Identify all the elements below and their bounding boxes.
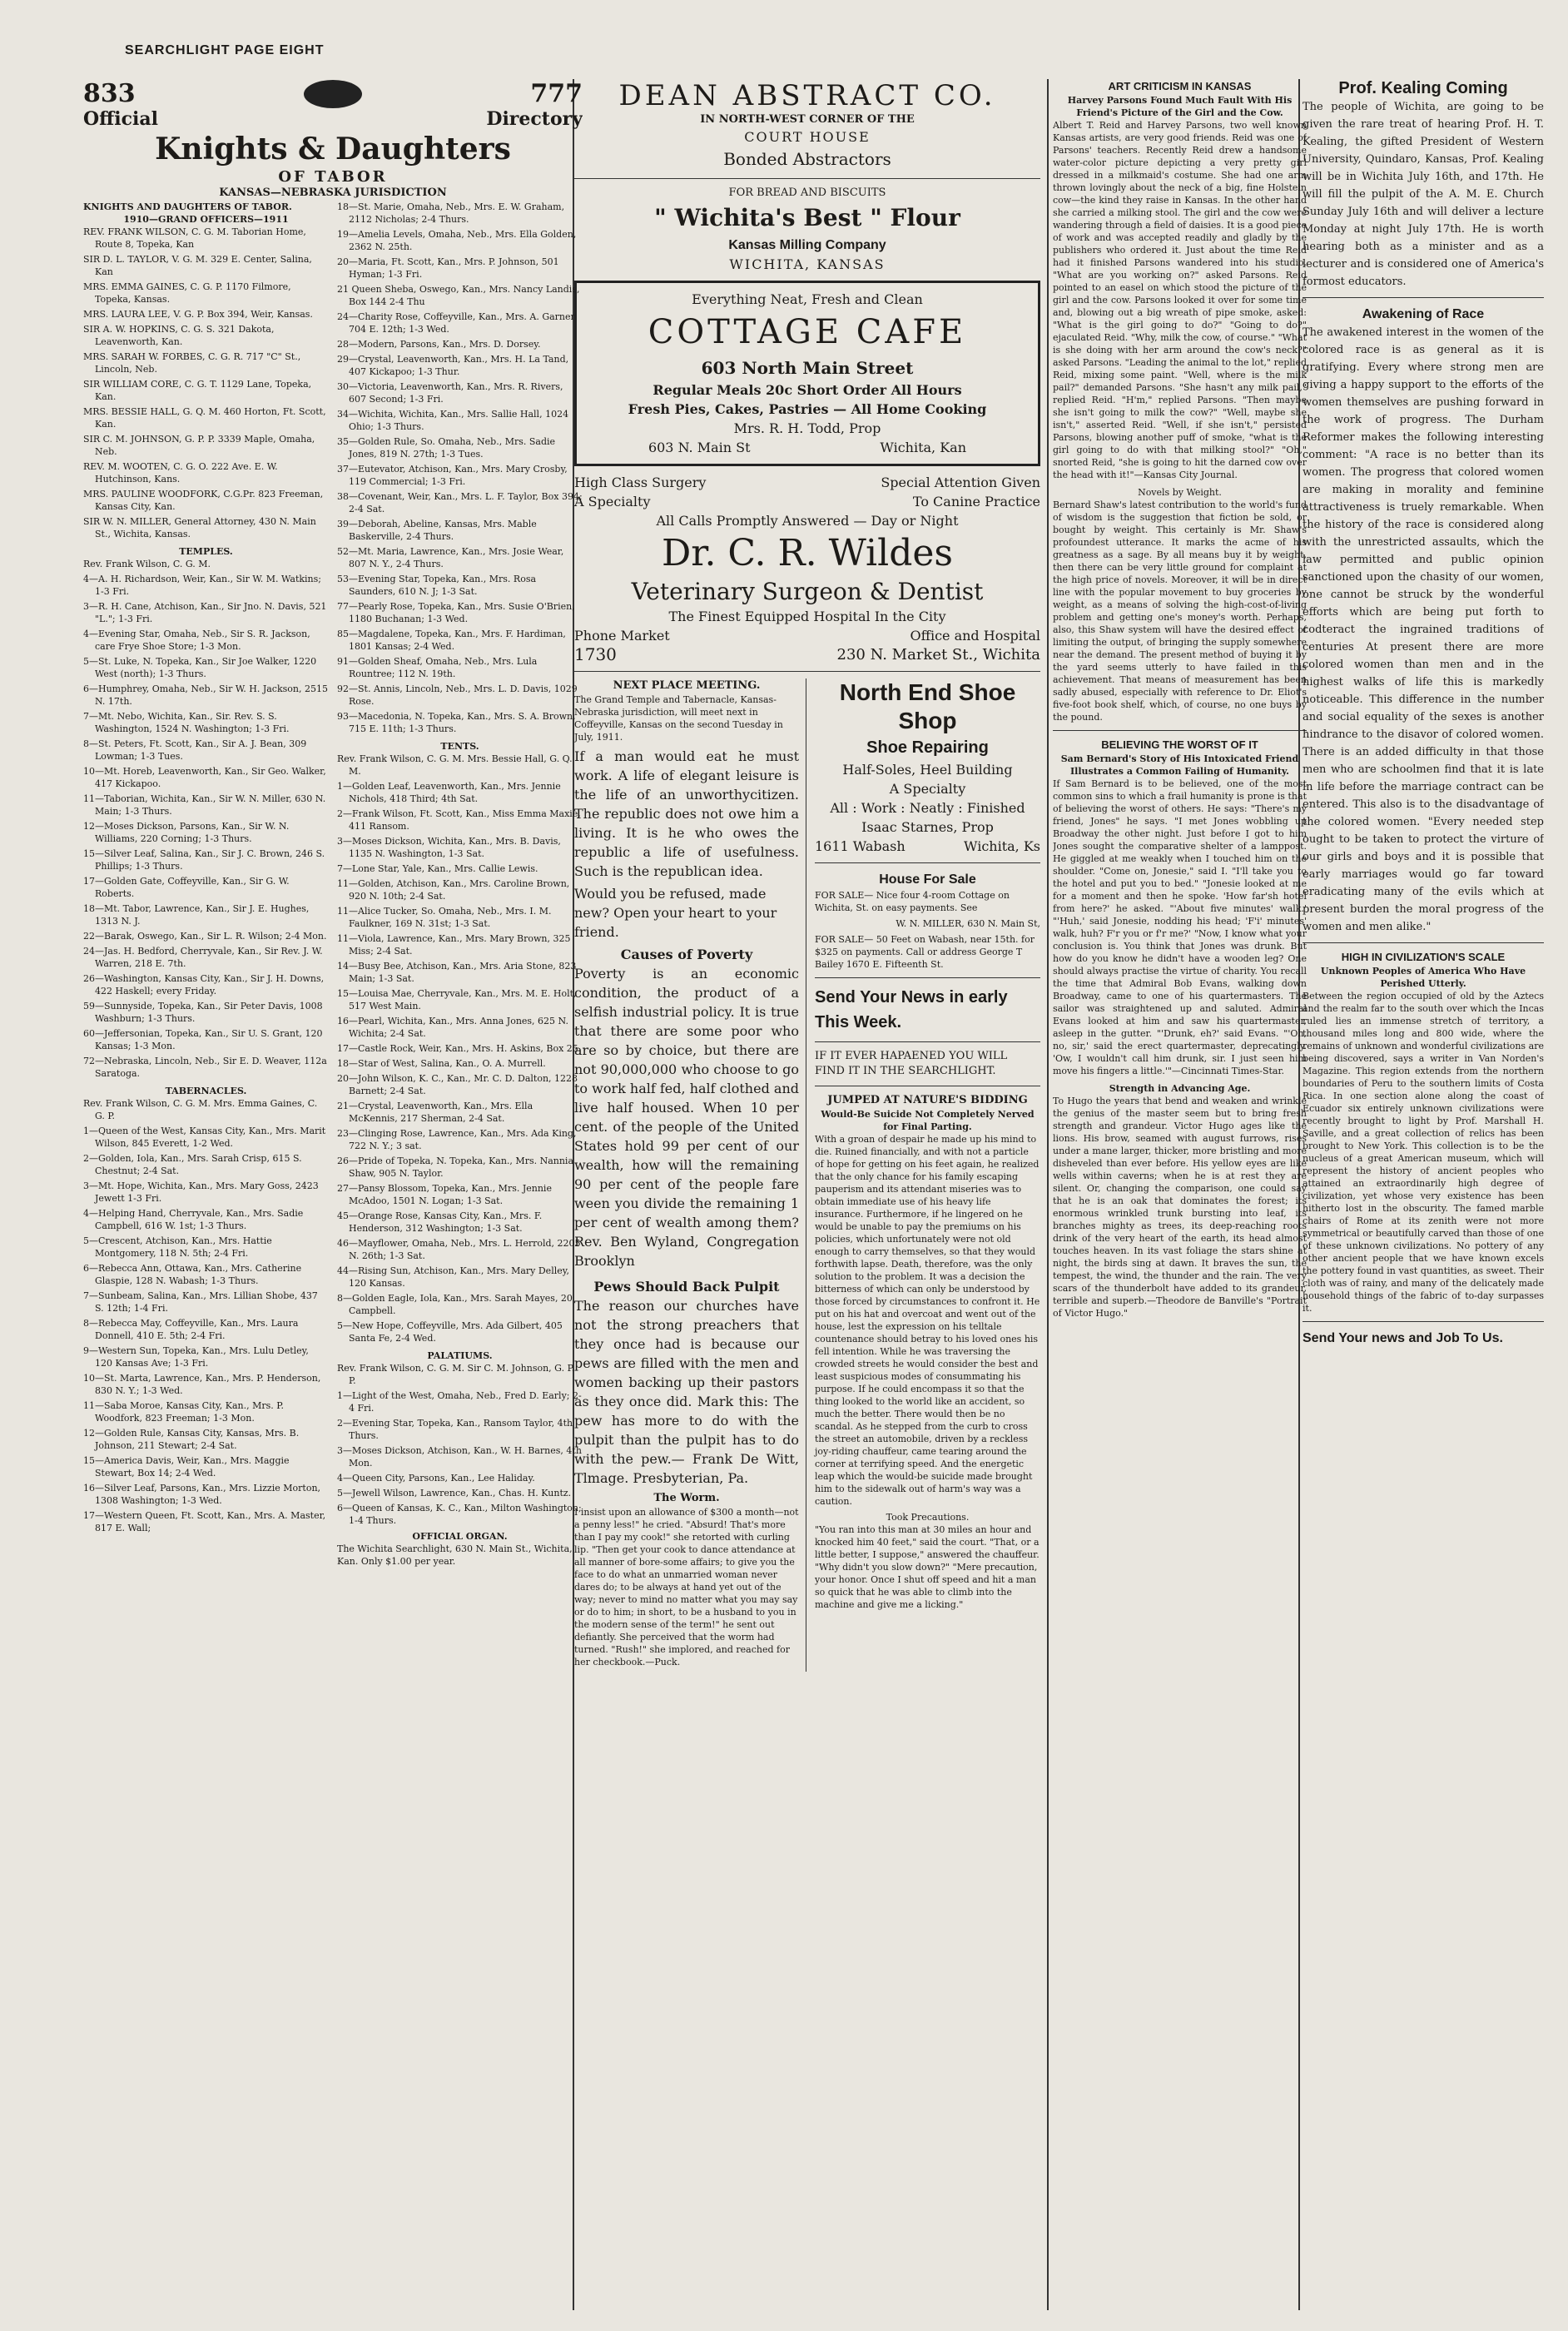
shoe-ad-l2: A Specialty xyxy=(889,781,966,797)
temple-entry: 10—Mt. Horeb, Leavenworth, Kan., Sir Geo. Walker, 417 Kickapoo. xyxy=(83,766,326,789)
art-heading: ART CRITICISM IN KANSAS xyxy=(1108,80,1252,92)
palatium-entry: 6—Queen of Kansas, K. C., Kan., Milton Washington; 1-4 Thurs. xyxy=(337,1503,582,1526)
awake-heading: Awakening of Race xyxy=(1362,307,1485,321)
temple-entry: 3—R. H. Cane, Atchison, Kan., Sir Jno. N. Davis, 521 "L."; 1-3 Fri. xyxy=(83,601,327,624)
worst-sub: Sam Bernard's Story of His Intoxicated Friend Illustrates a Common Failing of Humanity. xyxy=(1060,753,1299,777)
tabernacle-entry: 17—Western Queen, Ft. Scott, Kan., Mrs. A. Master, 817 E. Wall; xyxy=(83,1510,326,1533)
vet-ad-phone-label: Phone Market xyxy=(574,628,670,644)
tabernacle-entry: 30—Victoria, Leavenworth, Kan., Mrs. R. Rivers, 607 Second; 1-3 Fri. xyxy=(337,381,563,405)
tabernacle-entry: 2—Golden, Iola, Kan., Mrs. Sarah Crisp, 615 S. Chestnut; 2-4 Sat. xyxy=(83,1153,302,1176)
temple-entry: 59—Sunnyside, Topeka, Kan., Sir Peter Davis, 1008 Washburn; 1-3 Thurs. xyxy=(83,1001,323,1024)
flour-ad-tag: FOR BREAD AND BISCUITS xyxy=(728,186,886,199)
strength-text: To Hugo the years that bend and weaken and wrinkle the genius of the master seem but to bring fresh strength and grandeur. Victor Hugo ages like the lions. His brow, seamed with august furrows, rises under a mane larger, thicker, more bristling and more disheveled than ever before. His yellow eyes are like wells within caverns; when he is at rest they are silent. Or, changing the comparison, one could say that he is an oak that dominates the forest; its enormous wrinkled trunk bursting into leaf, its branches mighty as trees, its deep-reaching roots drink of the very heart of the earth, its head almost touches heaven. In its vast foliage the stars shine at night, the birds sing at dawn. It braves the sun, the tempest, the wind, the thunder and the rain. The very scars of the thunderbolt have added to its grandeur, terrible and superb.—Theodore de Banville's "Portrait of Victor Hugo." xyxy=(1053,1096,1307,1319)
directory-sub: KNIGHTS AND DAUGHTERS OF TABOR. xyxy=(83,201,292,212)
house-text-a: FOR SALE— Nice four 4-room Cottage on Wichita, St. on easy payments. See xyxy=(815,890,1010,913)
temples-list xyxy=(83,558,329,1080)
palatium-entry: 2—Evening Star, Topeka, Kan., Ransom Taylor, 4th Thurs. xyxy=(337,1418,573,1441)
officers-heading: 1910—GRAND OFFICERS—1911 xyxy=(123,214,289,225)
tabernacle-entry: 11—Saba Moroe, Kansas City, Kan., Mrs. P. Woodfork, 823 Freeman; 1-3 Mon. xyxy=(83,1400,284,1424)
directory-column xyxy=(83,79,583,1568)
tabernacle-entry: 53—Evening Star, Topeka, Kan., Mrs. Rosa Saunders, 610 N. J; 1-3 Sat. xyxy=(337,574,537,597)
emblem-icon xyxy=(304,80,362,108)
tabernacle-entry: 91—Golden Sheaf, Omaha, Neb., Mrs. Lula Rountree; 112 N. 19th. xyxy=(337,656,538,679)
tabernacle-entry: 15—America Davis, Weir, Kan., Mrs. Maggie Stewart, Box 14; 2-4 Wed. xyxy=(83,1455,290,1479)
temple-entry: 4—A. H. Richardson, Weir, Kan., Sir W. M. Watkins; 1-3 Fri. xyxy=(83,574,321,597)
tabernacle-entry: 9—Western Sun, Topeka, Kan., Mrs. Lulu Detley, 120 Kansas Ave; 1-3 Fri. xyxy=(83,1345,309,1369)
directory-title-official: Official xyxy=(83,108,158,130)
officer-entry: MRS. PAULINE WOODFORK, C.G.Pr. 823 Freeman, Kansas City, Kan. xyxy=(83,489,324,512)
shoe-ad-name1: North End Shoe xyxy=(839,679,1016,705)
tabernacle-entry: 52—Mt. Maria, Lawrence, Kan., Mrs. Josie Wear, 807 N. Y., 2-4 Thurs. xyxy=(337,546,564,569)
novels-text: Bernard Shaw's latest contribution to the world's fund of wisdom is the suggestion that fiction be sold, or bought by weight. This certainly is Mr. Shaw's profoundest utterance. It marks the acme of his greatness as a sage. By all means buy it by weight, then there can be very little ground for complaint at the high price of novels. Moreover, it will be in direct line with the popular movement to buy groceries by weight, as a means of solving the high-cost-of-living problem and getting one's money's worth. Perhaps, also, this Shaw system will have the desired effect of limiting the output, of bringing the supply somewhere near the demand. The present method of buying it by the yard seems utterly to have failed in this achievement. That means of measurement has been sadly abused, especially with reference to Dr. Eliot's five-foot book shelf, which, of course, no one buys by the pound. xyxy=(1053,500,1307,723)
palatium-entry: 5—Jewell Wilson, Lawrence, Kan., Chas. H. Kuntz. xyxy=(337,1488,572,1498)
tabernacle-entry: 34—Wichita, Wichita, Kan., Mrs. Sallie Hall, 1024 Ohio; 1-3 Thurs. xyxy=(337,409,569,432)
cafe-ad-right: Wichita, Kan xyxy=(880,440,967,455)
news-column xyxy=(1303,79,1544,1348)
abstract-ad-line1: IN NORTH-WEST CORNER OF THE xyxy=(700,113,915,126)
tent-entry: 14—Busy Bee, Atchison, Kan., Mrs. Aria Stone, 823 Main; 1-3 Sat. xyxy=(337,961,577,984)
tent-entry: 17—Castle Rock, Weir, Kan., Mrs. H. Askins, Box 25. xyxy=(337,1043,582,1054)
temple-entry: 24—Jas. H. Bedford, Cherryvale, Kan., Sir Rev. J. W. Warren, 218 E. 7th. xyxy=(83,946,323,969)
awake-text: The awakened interest in the women of the colored race is as general as it is gratifying. Every where strong men are giving a happy support to the efforts of the women themselves are pushing forward in the work of progress. The Durham Reformer makes the following interesting comment: "A race is no better than its women. The progress that colored women are making in morality and feminine attractiveness is truely remarkable. When the history of the race is considered along with the unrestricted assaults, which the law permitted and public opinion sanctioned upon the chasity of our women, one cannot be struck by the wonderful efforts which are being put forth to codteract the ingrained traditions of centuries At present there are more colored women than men and in the highest walks of life this is markedly noticeable. This difference in the number and social equality of the sexes is another hindrance to the disavor of colored women. There is an added difficulty in that those men who are schoolmen find that it is late in life before the marriage contract can be entered. This also is to the disadvantage of the colored women. "Every needed step ought to be taken to protect the virture of our girls and boys and it is possible that early marriages would go far toward eradicating many of the evils which at present burden the moral progress of the women and men alike." xyxy=(1303,326,1544,933)
took-heading: Took Precautions. xyxy=(886,1512,970,1523)
cafe-ad-left: 603 N. Main St xyxy=(648,440,751,455)
tabernacle-entry: 28—Modern, Parsons, Kan., Mrs. D. Dorsey. xyxy=(337,339,541,350)
officer-entry: MRS. SARAH W. FORBES, C. G. R. 717 "C" St., Lincoln, Neb. xyxy=(83,351,301,375)
tabernacle-entry: Rev. Frank Wilson, C. G. M. Mrs. Emma Gaines, C. G. P. xyxy=(83,1098,318,1121)
tabernacle-entry: 24—Charity Rose, Coffeyville, Kan., Mrs. A. Garner, 704 E. 12th; 1-3 Wed. xyxy=(337,311,578,335)
house-heading: House For Sale xyxy=(879,872,976,887)
tent-entry: 3—Moses Dickson, Wichita, Kan., Mrs. B. Davis, 1135 N. Washington, 1-3 Sat. xyxy=(337,836,561,859)
tabernacle-entry: 10—St. Marta, Lawrence, Kan., Mrs. P. Henderson, 830 N. Y.; 1-3 Wed. xyxy=(83,1373,321,1396)
temple-entry: 17—Golden Gate, Coffeyville, Kan., Sir G. W. Roberts. xyxy=(83,876,290,899)
tabernacle-entry: 39—Deborah, Abeline, Kansas, Mrs. Mable Baskerville, 2-4 Thurs. xyxy=(337,519,537,542)
tabernacle-entry: 7—Sunbeam, Salina, Kan., Mrs. Lillian Shobe, 437 S. 12th; 1-4 Fri. xyxy=(83,1290,318,1314)
officer-entry: REV. FRANK WILSON, C. G. M. Taborian Home, Route 8, Topeka, Kan xyxy=(83,226,306,250)
temple-entry: 11—Taborian, Wichita, Kan., Sir W. N. Miller, 630 N. Main; 1-3 Thurs. xyxy=(83,793,326,817)
scale-sub: Unknown Peoples of America Who Have Perished Utterly. xyxy=(1320,966,1526,989)
jurisdiction: KANSAS—NEBRASKA JURISDICTION xyxy=(219,186,447,199)
temple-entry: Rev. Frank Wilson, C. G. M. xyxy=(83,559,211,569)
tent-entry: 5—New Hope, Coffeyville, Mrs. Ada Gilbert, 405 Santa Fe, 2-4 Wed. xyxy=(337,1320,563,1344)
tent-entry: 15—Louisa Mae, Cherryvale, Kan., Mrs. M. E. Holt, 517 West Main. xyxy=(337,988,577,1011)
tabernacle-entry: 77—Pearly Rose, Topeka, Kan., Mrs. Susie O'Brien, 1180 Buchanan; 1-3 Wed. xyxy=(337,601,575,624)
temple-entry: 7—Mt. Nebo, Wichita, Kan., Sir. Rev. S. S. Washington, 1524 N. Washington; 1-3 Fri. xyxy=(83,711,290,734)
house-text-b: FOR SALE— 50 Feet on Wabash, near 15th. for $325 on payments. Call or address George T Bailey 1670 E. Fifteenth St. xyxy=(815,934,1035,970)
kealing-heading: Prof. Kealing Coming xyxy=(1338,79,1508,97)
directory-number-left: 833 xyxy=(83,79,136,108)
shoe-ad-l1: Half-Soles, Heel Building xyxy=(842,762,1013,778)
kealing-text: The people of Wichita, are going to be given the rare treat of hearing Prof. H. T. Kealing, the gifted President of Western University, Quindaro, Kansas, Prof. Kealing will be in Wichita July 16th, and 17th. He will fill the pulpit of the A. M. E. Church Sunday July 16th and will deliver a lecture Monday at night July 17th. He is worth hearing both as a minister and as a lecturer and is considered one of America's formost educators. xyxy=(1303,101,1544,288)
temple-entry: 4—Evening Star, Omaha, Neb., Sir S. R. Jackson, care Frye Shoe Store; 1-3 Mon. xyxy=(83,629,310,652)
tabernacles-list-cont xyxy=(337,201,583,735)
vet-ad-l1: High Class Surgery xyxy=(574,475,707,490)
tent-entry: 11—Golden, Atchison, Kan., Mrs. Caroline Brown, 920 N. 10th; 2-4 Sat. xyxy=(337,878,570,902)
tent-entry: 21—Crystal, Leavenworth, Kan., Mrs. Ella McKennis, 217 Sherman, 2-4 Sat. xyxy=(337,1101,533,1124)
tabernacle-entry: 4—Helping Hand, Cherryvale, Kan., Mrs. Sadie Campbell, 616 W. 1st; 1-3 Thurs. xyxy=(83,1208,304,1231)
tent-entry: 18—Star of West, Salina, Kan., O. A. Murrell. xyxy=(337,1058,546,1069)
tabernacle-entry: 3—Mt. Hope, Wichita, Kan., Mrs. Mary Goss, 2423 Jewett 1-3 Fri. xyxy=(83,1180,319,1204)
house-sig: W. N. MILLER, 630 N. Main St, xyxy=(896,918,1040,929)
jump-text: With a groan of despair he made up his mind to die. Ruined financially, and with not a particle of hope for getting on his feet again, he realized that the only chance for his family escaping pauperism and its attendant miseries was to obtain immediate use of his heavy life insurance. Furthermore, if he lingered on he would be unable to pay the premiums on his policies, which unfortunately were not old enough to carry themselves, so that they would forthwith lapse. Death, therefore, was the only solution to the problem. It was a decision the bitterness of which can only be understood by those forced by circumstances to confront it. He put on his hat and overcoat and went out of the house, lest the expression on his telltale countenance should betray to his loved ones his fell intention. While he was traversing the crowded streets he would consider the best and least suspicious modes of consummating his purpose. If he could encompass it so that the thing looked to the world like an accident, so much the better. There would then be no scandal. As he stepped from the curb to cross the street an automobile, driven by a reckless joy-riding chauffeur, came tearing around the corner at terrifying speed. And the energetic leap which the would-be suicide made brought him to the sidewalk out of harm's way was a caution. xyxy=(815,1134,1040,1507)
tabernacle-entry: 35—Golden Rule, So. Omaha, Neb., Mrs. Sadie Jones, 819 N. 27th; 1-3 Tues. xyxy=(337,436,556,460)
tent-entry: 23—Clinging Rose, Lawrence, Kan., Mrs. Ada King, 722 N. Y.; 3 sat. xyxy=(337,1128,577,1151)
tent-entry: 7—Lone Star, Yale, Kan., Mrs. Callie Lewis. xyxy=(337,863,538,874)
thought-text: If a man would eat he must work. A life of elegant leisure is the life of an unworthycitizen. The republic does not owe him a living. It is he who owes the republic a life of usefulness. Such is the republican idea. xyxy=(574,748,799,879)
cafe-ad-line1: Regular Meals 20c Short Order All Hours xyxy=(653,382,962,398)
vet-ad-office: 230 N. Market St., Wichita xyxy=(836,646,1040,664)
worst-text: If Sam Bernard is to be believed, one of the most common sins to which a frail humanity is prone is that of believing the worst of others. He says: "There's my friend, Jones" he says. "I met Jones wobbling up Broadway the other night. Just before I got to him Jones sought the comparative shelter of a lamppost. He giggled at me weakly when I touched him on the shoulder. "Come on, Jonesie," said I. "I'll take you to the hotel and put you to bed." "Jonesie looked at me for a moment and then he spoke. 'How far'sh hotel from here?' he asked. "'About five minutes' walk.' "'Huh,' said Jonesie, nodding his head; 'F'i' minutes' walk, huh? F'r you or f'r me?' "Now, I know what your conclusion is. You think that Jones was drunk. But how do you know he didn't have a wooden leg? One should always practise the virtue of charity. You recall the time that Admiral Bob Evans, walking down Broadway, came to one of his quartermasters. The sailor was straightened up and saluted. Admiral Evans looked at him and saw his quartermaster, asleep in the gutter. "'Drunk, eh?' said Evans. "'Oh, no, sir,' said the erect quartermaster, deprecatingly. 'Ow, I wouldn't call him drunk, sir. I just seen him move his fingers a little.'"—Cincinnati Times-Star. xyxy=(1053,778,1307,1076)
tent-entry: 45—Orange Rose, Kansas City, Kan., Mrs. F. Henderson, 312 Washington; 1-3 Sat. xyxy=(337,1210,543,1234)
worm-text: I insist upon an allowance of $300 a month—not a penny less!" he cried. "Absurd! That's more than I pay my cook!" she retorted with curling lip. "Then get your cook to dance attendance at all manner of bore-some affairs; to give you the face to do what an unmarried woman never dares do; to be always at hand yet out of the way; never to mind no matter what you may say or do to him; in short, to be a husband to you in the modern sense of the term!" he sent out defiantly. She perceived that the worm had turned. "Rush!" she implored, and reached for her checkbook.—Puck. xyxy=(574,1507,799,1667)
officer-entry: REV. M. WOOTEN, C. G. O. 222 Ave. E. W. Hutchinson, Kans. xyxy=(83,461,278,485)
vet-ad-r2: To Canine Practice xyxy=(912,494,1040,509)
officer-entry: MRS. LAURA LEE, V. G. P. Box 394, Weir, Kansas. xyxy=(83,309,313,320)
tabernacle-entry: 92—St. Annis, Lincoln, Neb., Mrs. L. D. Davis, 1029 Rose. xyxy=(337,683,578,707)
tent-entry: 1—Golden Leaf, Leavenworth, Kan., Mrs. Jennie Nichols, 418 Third; 4th Sat. xyxy=(337,781,561,804)
took-text: "You ran into this man at 30 miles an hour and knocked him 40 feet," said the court. "That, or a little better, I suppose," answered the chauffeur. "Why didn't you slow down?" "Mere precaution, your honor. Once I shut off speed and hit a man so quick that he was able to climb into the machine and give me a licking." xyxy=(815,1524,1040,1610)
cafe-ad-prop: Mrs. R. H. Todd, Prop xyxy=(733,420,881,436)
shoe-ad-l3: All : Work : Neatly : Finished xyxy=(830,800,1025,816)
tent-entry: 11—Alice Tucker, So. Omaha, Neb., Mrs. I. M. Faulkner, 169 N. 31st; 1-3 Sat. xyxy=(337,906,552,929)
temple-entry: 5—St. Luke, N. Topeka, Kan., Sir Joe Walker, 1220 West (north); 1-3 Thurs. xyxy=(83,656,317,679)
palatium-entry: 4—Queen City, Parsons, Kan., Lee Haliday. xyxy=(337,1473,535,1484)
vet-ad-calls: All Calls Promptly Answered — Day or Night xyxy=(656,513,959,529)
masthead: SEARCHLIGHT PAGE EIGHT xyxy=(125,43,325,57)
tabernacles-heading: TABERNACLES. xyxy=(165,1086,247,1096)
palatium-entry: 3—Moses Dickson, Atchison, Kan., W. H. Barnes, 4th Mon. xyxy=(337,1445,582,1469)
shoe-ad-city: Wichita, Ks xyxy=(964,838,1040,854)
palatium-entry: Rev. Frank Wilson, C. G. M. Sir C. M. Johnson, G. P. P. xyxy=(337,1363,575,1386)
temple-entry: 60—Jeffersonian, Topeka, Kan., Sir U. S. Grant, 120 Kansas; 1-3 Mon. xyxy=(83,1028,323,1051)
temple-entry: 26—Washington, Kansas City, Kan., Sir J. H. Downs, 422 Haskell; every Friday. xyxy=(83,973,325,997)
tabernacle-entry: 38—Covenant, Weir, Kan., Mrs. L. F. Taylor, Box 394; 2-4 Sat. xyxy=(337,491,583,514)
palatiums-list xyxy=(337,1362,583,1527)
palatium-entry: 1—Light of the West, Omaha, Neb., Fred D. Early; 2-4 Fri. xyxy=(337,1390,582,1414)
jump-sub: Would-Be Suicide Not Completely Nerved for Final Parting. xyxy=(821,1109,1035,1132)
tabernacles-list xyxy=(83,1097,329,1534)
poverty-heading: Causes of Poverty xyxy=(620,947,753,962)
shoe-ad-repair: Shoe Repairing xyxy=(866,738,989,757)
temple-entry: 8—St. Peters, Ft. Scott, Kan., Sir A. J. Bean, 309 Lowman; 1-3 Tues. xyxy=(83,738,307,762)
pews-heading: Pews Should Back Pulpit xyxy=(593,1279,780,1295)
cafe-ad-name: COTTAGE CAFE xyxy=(648,313,967,351)
directory-title: Knights & Daughters xyxy=(155,132,511,166)
officer-entry: SIR D. L. TAYLOR, V. G. M. 329 E. Center, Salina, Kan xyxy=(83,254,312,277)
scale-text: Between the region occupied of old by the Aztecs and the realm far to the south over which the Incas ruled lies an immense stretch of territory, a thousand miles long and 800 wide, where the remains of unknown and wonderful civilizations are being discovered, says a writer in Van Norden's Magazine. This region extends from the northern boundaries of Peru to the southern limits of Costa Rica. In one section alone along the coast of Ecuador six entirely unknown civilizations were recently brought to light by Prof. Marshall H. Saville, and a great collection of relics has been brought to New York. This collection is to be the nucleus of a great American museum, which will represent the history of ancient peoples who attained an extraordinarily high degree of civilization, yet whose very existence has been hitherto lost in the obscurity. The famed marble chairs of Rome at its zenith were not more symmetrical or beautifully carved than those of one of these unknown civilizations. No pottery of any other ancient people that we have known excels the pottery found in vast quantities, as sweet. Their cloth was of rainy, and many of the delicately made household things of the fabric of to-day surpasses it. xyxy=(1303,991,1544,1314)
vet-ad-name: Dr. C. R. Wildes xyxy=(661,532,953,574)
flour-ad-city: WICHITA, KANSAS xyxy=(729,256,886,272)
strength-heading: Strength in Advancing Age. xyxy=(1109,1083,1251,1094)
cafe-ad-line2: Fresh Pies, Cakes, Pastries — All Home Cooking xyxy=(628,401,987,417)
tent-entry: 8—Golden Eagle, Iola, Kan., Mrs. Sarah Mayes, 20 Campbell. xyxy=(337,1293,573,1316)
send-news: Send Your News in early This Week. xyxy=(815,988,1008,1031)
tabernacle-entry: 1—Queen of the West, Kansas City, Kan., Mrs. Marit Wilson, 845 Everett, 1-2 Wed. xyxy=(83,1126,326,1149)
scale-heading: HIGH IN CIVILIZATION'S SCALE xyxy=(1341,951,1506,963)
tabernacle-entry: 16—Silver Leaf, Parsons, Kan., Mrs. Lizzie Morton, 1308 Washington; 1-3 Wed. xyxy=(83,1483,321,1506)
tent-entry: 16—Pearl, Wichita, Kan., Mrs. Anna Jones, 625 N. Wichita; 2-4 Sat. xyxy=(337,1016,568,1039)
temples-heading: TEMPLES. xyxy=(179,546,233,557)
palatiums-heading: PALATIUMS. xyxy=(427,1350,493,1361)
tabernacle-entry: 12—Golden Rule, Kansas City, Kansas, Mrs. B. Johnson, 211 Stewart; 2-4 Sat. xyxy=(83,1428,300,1451)
organ-text: The Wichita Searchlight, 630 N. Main St., Wichita, Kan. Only $1.00 per year. xyxy=(337,1543,573,1567)
find-it: IF IT EVER HAPAENED YOU WILL FIND IT IN THE SEARCHLIGHT. xyxy=(815,1050,1008,1077)
novels-heading: Novels by Weight. xyxy=(1138,487,1222,498)
tabernacle-entry: 85—Magdalene, Topeka, Kan., Mrs. F. Hardiman, 1801 Kansas; 2-4 Wed. xyxy=(337,629,566,652)
temple-entry: 12—Moses Dickson, Parsons, Kan., Sir W. N. Williams, 220 Corning; 1-3 Thurs. xyxy=(83,821,290,844)
tabernacle-entry: 21 Queen Sheba, Oswego, Kan., Mrs. Nancy Landis, Box 144 2-4 Thu xyxy=(337,284,580,307)
poverty-text: Poverty is an economic condition, the product of a selfish industrial policy. It is true that there are some poor who are so by choice, but there are not 90,000,000 who choose to go to work half fed, half clothed and live half housed. When 10 per cent. of the people of the United States hold 99 per cent of our wealth, how will the remaining 90 per cent of the people fare ween you divide the remaining 1 per cent of wealth among them? Rev. Ben Wyland, Congregation Brooklyn xyxy=(574,966,799,1269)
vet-ad-r1: Special Attention Given xyxy=(881,475,1040,490)
organ-heading: OFFICIAL ORGAN. xyxy=(412,1531,508,1542)
cafe-ad-address: 603 North Main Street xyxy=(701,358,914,378)
tabernacle-entry: 8—Rebecca May, Coffeyville, Kan., Mrs. Laura Donnell, 410 E. 5th; 2-4 Fri. xyxy=(83,1318,299,1341)
tabernacle-entry: 29—Crystal, Leavenworth, Kan., Mrs. H. La Tand, 407 Kickapoo; 1-3 Thur. xyxy=(337,354,569,377)
tent-entry: 44—Rising Sun, Atchison, Kan., Mrs. Mary Delley, 120 Kansas. xyxy=(337,1265,569,1289)
temple-entry: 22—Barak, Oswego, Kan., Sir L. R. Wilson; 2-4 Mon. xyxy=(83,931,327,942)
temple-entry: 15—Silver Leaf, Salina, Kan., Sir J. C. Brown, 246 S. Phillips; 1-3 Thurs. xyxy=(83,848,325,872)
vet-ad-title: Veterinary Surgeon & Dentist xyxy=(631,578,984,605)
worm-heading: The Worm. xyxy=(653,1492,720,1504)
flour-ad-name: " Wichita's Best " Flour xyxy=(654,204,960,231)
friend-text: Would you be refused, made new? Open your heart to your friend. xyxy=(574,886,777,940)
tabernacle-entry: 93—Macedonia, N. Topeka, Kan., Mrs. S. A. Brown, 715 E. 11th; 1-3 Thurs. xyxy=(337,711,576,734)
meeting-text: The Grand Temple and Tabernacle, Kansas-Nebraska jurisdiction, will meet next in Coffeyville, Kansas on the second Tuesday in July, 1911. xyxy=(574,694,783,743)
officer-entry: MRS. BESSIE HALL, G. Q. M. 460 Horton, Ft. Scott, Kan. xyxy=(83,406,326,430)
worst-heading: BELIEVING THE WORST OF IT xyxy=(1101,738,1258,751)
shoe-ad-addr: 1611 Wabash xyxy=(815,838,906,854)
cafe-ad xyxy=(574,281,1040,466)
meeting-heading: NEXT PLACE MEETING. xyxy=(613,679,761,692)
tabernacle-entry: 20—Maria, Ft. Scott, Kan., Mrs. P. Johnson, 501 Hyman; 1-3 Fri. xyxy=(337,256,559,280)
abstract-ad-line3: Bonded Abstractors xyxy=(723,149,891,169)
ads-column xyxy=(574,79,1040,1672)
flour-ad-company: Kansas Milling Company xyxy=(728,238,886,252)
tent-entry: 11—Viola, Lawrence, Kan., Mrs. Mary Brown, 325 Miss; 2-4 Sat. xyxy=(337,933,571,957)
art-sub: Harvey Parsons Found Much Fault With His Friend's Picture of the Girl and the Cow. xyxy=(1067,95,1293,118)
vet-ad-phone: 1730 xyxy=(574,644,617,664)
articles-column xyxy=(1053,79,1307,1323)
temple-entry: 18—Mt. Tabor, Lawrence, Kan., Sir J. E. Hughes, 1313 N. J. xyxy=(83,903,310,927)
tabernacle-entry: 6—Rebecca Ann, Ottawa, Kan., Mrs. Catherine Glaspie, 128 N. Wabash; 1-3 Thurs. xyxy=(83,1263,302,1286)
shoe-ad-prop: Isaac Starnes, Prop xyxy=(861,819,994,835)
tents-heading: TENTS. xyxy=(440,741,479,752)
temple-entry: 72—Nebraska, Lincoln, Neb., Sir E. D. Weaver, 112a Saratoga. xyxy=(83,1056,327,1079)
officer-entry: MRS. EMMA GAINES, C. G. P. 1170 Filmore, Topeka, Kansas. xyxy=(83,281,291,305)
tabernacle-entry: 19—Amelia Levels, Omaha, Neb., Mrs. Ella Golden, 2362 N. 25th. xyxy=(337,229,577,252)
jump-heading: JUMPED AT NATURE'S BIDDING xyxy=(827,1094,1028,1106)
vet-ad-office-label: Office and Hospital xyxy=(910,628,1040,644)
send-job: Send Your news and Job To Us. xyxy=(1303,1331,1503,1345)
directory-number-right: 777 xyxy=(530,79,583,108)
tent-entry: 46—Mayflower, Omaha, Neb., Mrs. L. Herrold, 2205 N. 26th; 1-3 Sat. xyxy=(337,1238,581,1261)
tabernacle-entry: 18—St. Marie, Omaha, Neb., Mrs. E. W. Graham, 2112 Nicholas; 2-4 Thurs. xyxy=(337,201,565,225)
officer-entry: SIR A. W. HOPKINS, C. G. S. 321 Dakota, Leavenworth, Kan. xyxy=(83,324,275,347)
directory-subtitle: OF TABOR xyxy=(278,168,388,186)
pews-text: The reason our churches have not the strong preachers that they once had is because our pews are filled with the men and women backing up their pastors as they once did. Mark this: The pew has more to do with the pulpit than the pulpit has to do with the pew.— Frank De Witt, Tlmage. Presbyterian, Pa. xyxy=(574,1298,799,1486)
tabernacle-entry: 37—Eutevator, Atchison, Kan., Mrs. Mary Crosby, 119 Commercial; 1-3 Fri. xyxy=(337,464,568,487)
officers-list xyxy=(83,226,329,540)
art-text: Albert T. Reid and Harvey Parsons, two well known Kansas artists, are very good friends. Reid was one of Parsons' teachers. Recently Reid drew a handsome water-color picture depicting a very pretty girl dressed in a milkmaid's costume. She had one arm thrown lovingly about the neck of a big, fine Holstein cow—the kind they raise in Kansas. In the other hand she carried a milking stool. The girl and the cow were wandering through a field of daisies. It is a good piece of work and was accepted readily and gladly by the publishers who ordered it. Just about the time Reid had it finished Parsons wandered into his studio. "What are you working on?" asked Parsons. Reid pointed to an easel on which stood the picture of the girl and the cow. Parsons looked it over for some time and, blowing out a big wreath of pipe smoke, asked: "What is the girl going to do?" "Going to do?" ejaculated Reid. "Why, milk the cow, of course." "What is she doing with her arm around the cow's neck?" asked Parsons. "Leading the animal to the lot," replied Reid, mixing some paint. "Well, where is the milk pail?" demanded Parsons. "She hasn't any milk pail," replied Reid. "H'm," replied Parsons. "Then maybe she isn't going to milk the cow?" "Well, maybe she isn't," asserted Reid. "Well, if she isn't," persisted Parsons, blowing another puff of smoke, "what is the girl going to do with that milking stool?" "Oh," snorted Reid, "she is going to hit the darned cow over the head with it!"—Kansas City Journal. xyxy=(1053,120,1307,480)
cafe-ad-tag: Everything Neat, Fresh and Clean xyxy=(692,291,923,307)
column-rule xyxy=(1047,79,1049,2310)
tent-entry: 27—Pansy Blossom, Topeka, Kan., Mrs. Jennie McAdoo, 1501 N. Logan; 1-3 Sat. xyxy=(337,1183,552,1206)
vet-ad-l2: A Specialty xyxy=(574,494,651,509)
tent-entry: 26—Pride of Topeka, N. Topeka, Kan., Mrs. Nannia Shaw, 905 N. Taylor. xyxy=(337,1156,574,1179)
officer-entry: SIR C. M. JOHNSON, G. P. P. 3339 Maple, Omaha, Neb. xyxy=(83,434,315,457)
tabernacle-entry: 5—Crescent, Atchison, Kan., Mrs. Hattie Montgomery, 118 N. 5th; 2-4 Fri. xyxy=(83,1235,272,1259)
tent-entry: 20—John Wilson, K. C., Kan., Mr. C. D. Dalton, 1228 Barnett; 2-4 Sat. xyxy=(337,1073,578,1096)
directory-title-directory: Directory xyxy=(486,108,583,130)
officer-entry: SIR W. N. MILLER, General Attorney, 430 N. Main St., Wichita, Kansas. xyxy=(83,516,316,539)
abstract-ad-line2: COURT HOUSE xyxy=(744,129,871,145)
temple-entry: 6—Humphrey, Omaha, Neb., Sir W. H. Jackson, 2515 N. 17th. xyxy=(83,683,328,707)
tent-entry: 2—Frank Wilson, Ft. Scott, Kan., Miss Emma Maxie, 411 Ransom. xyxy=(337,808,581,832)
abstract-ad-name: DEAN ABSTRACT CO. xyxy=(618,79,996,112)
tents-list xyxy=(337,753,583,1344)
vet-ad-hospital: The Finest Equipped Hospital In the City xyxy=(668,609,946,624)
officer-entry: SIR WILLIAM CORE, C. G. T. 1129 Lane, Topeka, Kan. xyxy=(83,379,312,402)
shoe-ad-name2: Shop xyxy=(898,708,957,733)
tent-entry: Rev. Frank Wilson, C. G. M. Mrs. Bessie Hall, G. Q. M. xyxy=(337,753,573,777)
